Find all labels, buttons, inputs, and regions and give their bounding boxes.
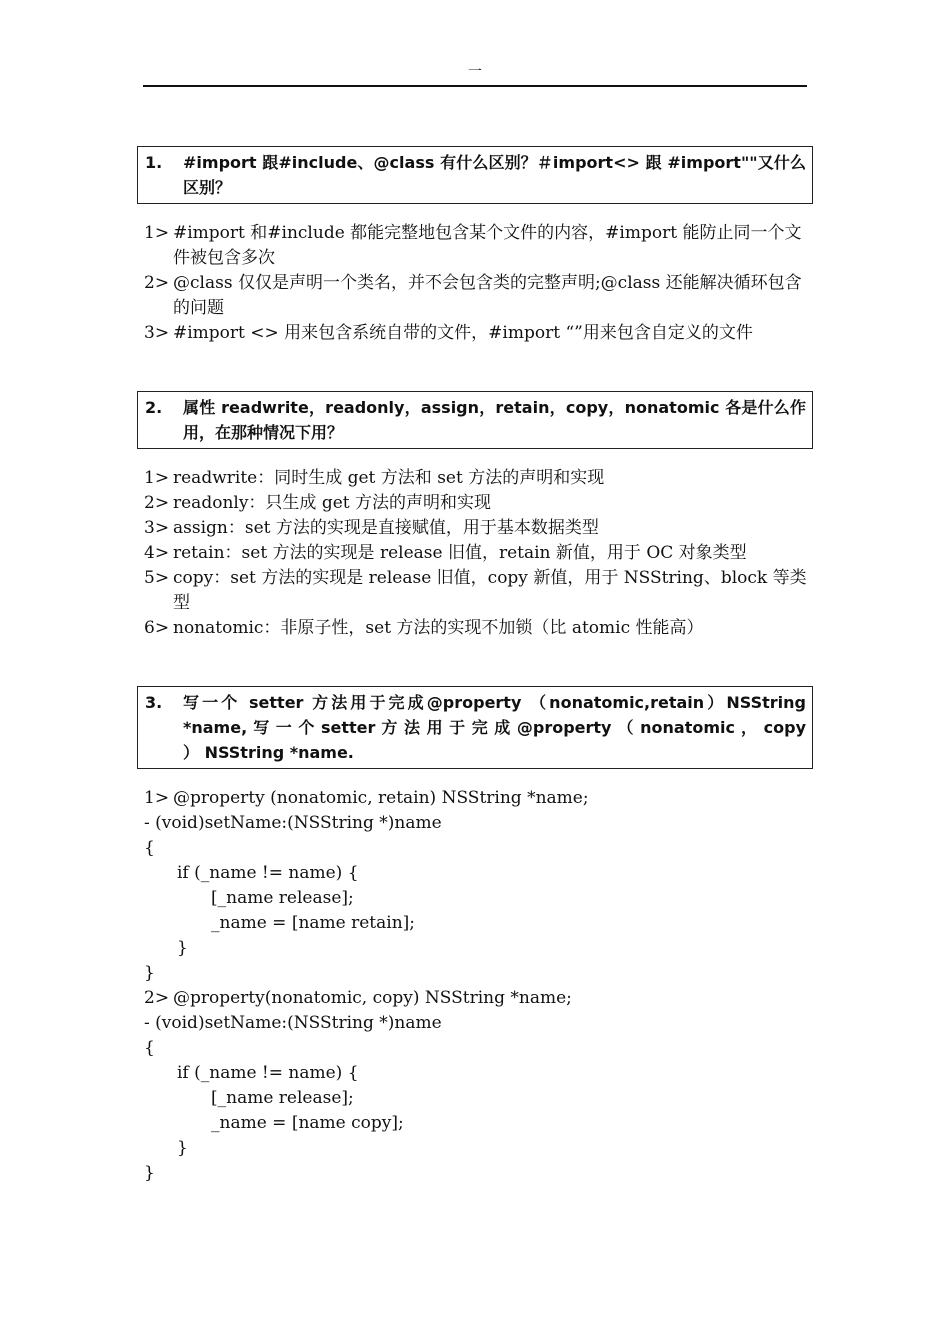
header-rule <box>143 85 807 87</box>
code-line: - (void)setName:(NSString *)name <box>144 813 442 833</box>
property-declaration: @property(nonatomic, copy) NSString *name; <box>173 988 572 1008</box>
list-item <box>144 466 812 491</box>
question-2-text: 属性 readwrite，readonly，assign，retain，copy，nonatomic 各是什么作用，在那种情况下用？ <box>183 398 806 442</box>
question-3-text: 写一个 setter 方法用于完成@property （nonatomic,retain）NSString *name, 写 一 个 setter 方 法 用 于 完 成 @property （ nonatomic ， copy ） NSString *name. <box>183 693 806 762</box>
code-line: } <box>144 1163 155 1183</box>
code-line: { <box>144 838 155 858</box>
item-number: 3> <box>144 518 170 538</box>
item-text: @class 仅仅是声明一个类名，并不会包含类的完整声明;@class 还能解决循环包含的问题 <box>173 273 802 318</box>
question-3-number: 3. <box>145 693 163 712</box>
code-item-1 <box>144 786 812 811</box>
item-text: readwrite：同时生成 get 方法和 set 方法的声明和实现 <box>173 468 605 488</box>
item-number: 2> <box>144 493 170 513</box>
item-text: readonly：只生成 get 方法的声明和实现 <box>173 493 492 513</box>
item-number: 5> <box>144 568 170 588</box>
property-declaration: @property (nonatomic, retain) NSString *name; <box>173 788 589 808</box>
code-line: { <box>144 1038 155 1058</box>
code-line: [_name release]; <box>211 888 354 908</box>
item-number: 3> <box>144 323 170 343</box>
item-text: #import 和#include 都能完整地包含某个文件的内容，#import 能防止同一个文件被包含多次 <box>173 223 802 268</box>
list-item <box>144 321 812 346</box>
item-text: retain：set 方法的实现是 release 旧值，retain 新值，用于 OC 对象类型 <box>173 543 747 563</box>
list-item <box>144 491 812 516</box>
list-item <box>144 541 812 566</box>
item-number: 1> <box>144 223 170 243</box>
page-header-mark: 一 <box>468 64 482 80</box>
question-1-number: 1. <box>145 153 163 172</box>
question-1-text: #import 跟#include、@class 有什么区别？＃import<> 跟 #import""又什么区别？ <box>183 153 806 197</box>
item-text: assign：set 方法的实现是直接赋值，用于基本数据类型 <box>173 518 599 538</box>
code-item-2 <box>144 986 812 1011</box>
code-line: [_name release]; <box>211 1088 354 1108</box>
list-item <box>144 616 812 641</box>
answer-list-1 <box>144 221 812 346</box>
code-block <box>144 786 812 1186</box>
code-line: if (_name != name) { <box>177 863 359 883</box>
item-number: 1> <box>144 788 170 808</box>
code-line: } <box>177 1138 188 1158</box>
question-2-box <box>137 391 813 449</box>
question-3-box <box>137 686 813 769</box>
code-line: } <box>144 963 155 983</box>
item-number: 2> <box>144 273 170 293</box>
item-text: nonatomic：非原子性，set 方法的实现不加锁（比 atomic 性能高） <box>173 618 704 638</box>
answer-list-2 <box>144 466 812 641</box>
item-number: 2> <box>144 988 170 1008</box>
item-number: 4> <box>144 543 170 563</box>
code-line: - (void)setName:(NSString *)name <box>144 1013 442 1033</box>
list-item <box>144 566 812 616</box>
list-item <box>144 271 812 321</box>
item-text: #import <> 用来包含系统自带的文件，#import “”用来包含自定义的文件 <box>173 323 753 343</box>
question-2-number: 2. <box>145 398 163 417</box>
code-line: _name = [name retain]; <box>211 913 416 933</box>
code-line: } <box>177 938 188 958</box>
question-1-box <box>137 146 813 204</box>
item-number: 6> <box>144 618 170 638</box>
code-line: _name = [name copy]; <box>211 1113 404 1133</box>
code-line: if (_name != name) { <box>177 1063 359 1083</box>
item-number: 1> <box>144 468 170 488</box>
list-item <box>144 221 812 271</box>
list-item <box>144 516 812 541</box>
item-text: copy：set 方法的实现是 release 旧值，copy 新值，用于 NSString、block 等类型 <box>173 568 807 613</box>
